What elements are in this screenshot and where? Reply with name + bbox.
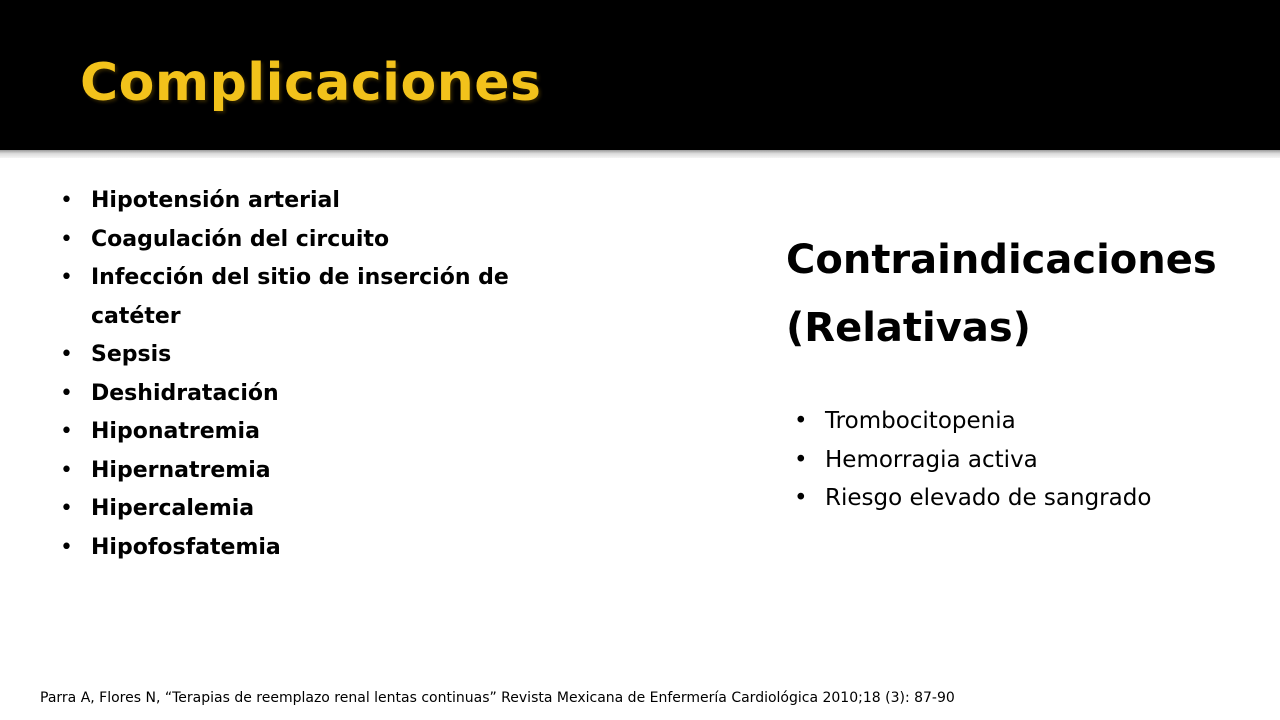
list-item-label: Sepsis <box>91 342 172 367</box>
slide-title: Complicaciones <box>80 53 542 113</box>
list-item-label: Hipercalemia <box>91 496 255 521</box>
list-item-label: Hipofosfatemia <box>91 534 281 560</box>
complications-list <box>60 182 580 567</box>
bullet-icon: • <box>60 457 73 483</box>
list-item-label: Riesgo elevado de sangrado <box>825 485 1152 511</box>
list-item <box>60 413 580 452</box>
list-item-label: Infección del sitio de inserción de catéter <box>91 265 509 329</box>
list-item <box>60 452 580 491</box>
bullet-icon: • <box>794 485 808 511</box>
bullet-icon: • <box>794 446 808 473</box>
list-item-label: Hiponatremia <box>91 419 260 444</box>
list-item-label: Hemorragia activa <box>825 446 1038 473</box>
bullet-icon: • <box>60 188 73 213</box>
contraindications-heading-line: Contraindicaciones <box>786 237 1217 283</box>
list-item <box>60 529 580 568</box>
list-item-label: Coagulación del circuito <box>91 226 390 252</box>
bullet-icon: • <box>60 496 73 521</box>
list-item <box>794 402 1264 441</box>
bullet-icon: • <box>60 265 73 290</box>
list-item-label: Trombocitopenia <box>825 408 1016 434</box>
contraindications-heading-subtitle: (Relativas) <box>786 305 1031 351</box>
slide-header <box>0 0 1280 150</box>
bullet-icon: • <box>60 226 73 252</box>
list-item-label: Deshidratación <box>91 380 279 406</box>
list-item <box>60 375 580 414</box>
list-item <box>794 441 1264 480</box>
list-item <box>60 490 580 529</box>
bullet-icon: • <box>60 419 73 444</box>
list-item <box>60 221 580 260</box>
header-divider <box>0 150 1280 158</box>
citation-footnote: Parra A, Flores N, “Terapias de reemplazo renal lentas continuas” Revista Mexicana de Enfermería Cardiológica 2010;18 (3): 87-90 <box>40 690 955 706</box>
list-item-label: Hipotensión arterial <box>91 188 340 213</box>
list-item <box>60 336 580 375</box>
bullet-icon: • <box>60 534 73 560</box>
list-item-label: Hipernatremia <box>91 457 271 483</box>
bullet-icon: • <box>60 380 73 406</box>
list-item <box>794 479 1264 518</box>
contraindications-heading <box>786 226 1266 362</box>
list-item <box>60 182 580 221</box>
bullet-icon: • <box>60 342 73 367</box>
list-item <box>60 259 580 336</box>
bullet-icon: • <box>794 408 808 434</box>
contraindications-list <box>794 402 1264 518</box>
